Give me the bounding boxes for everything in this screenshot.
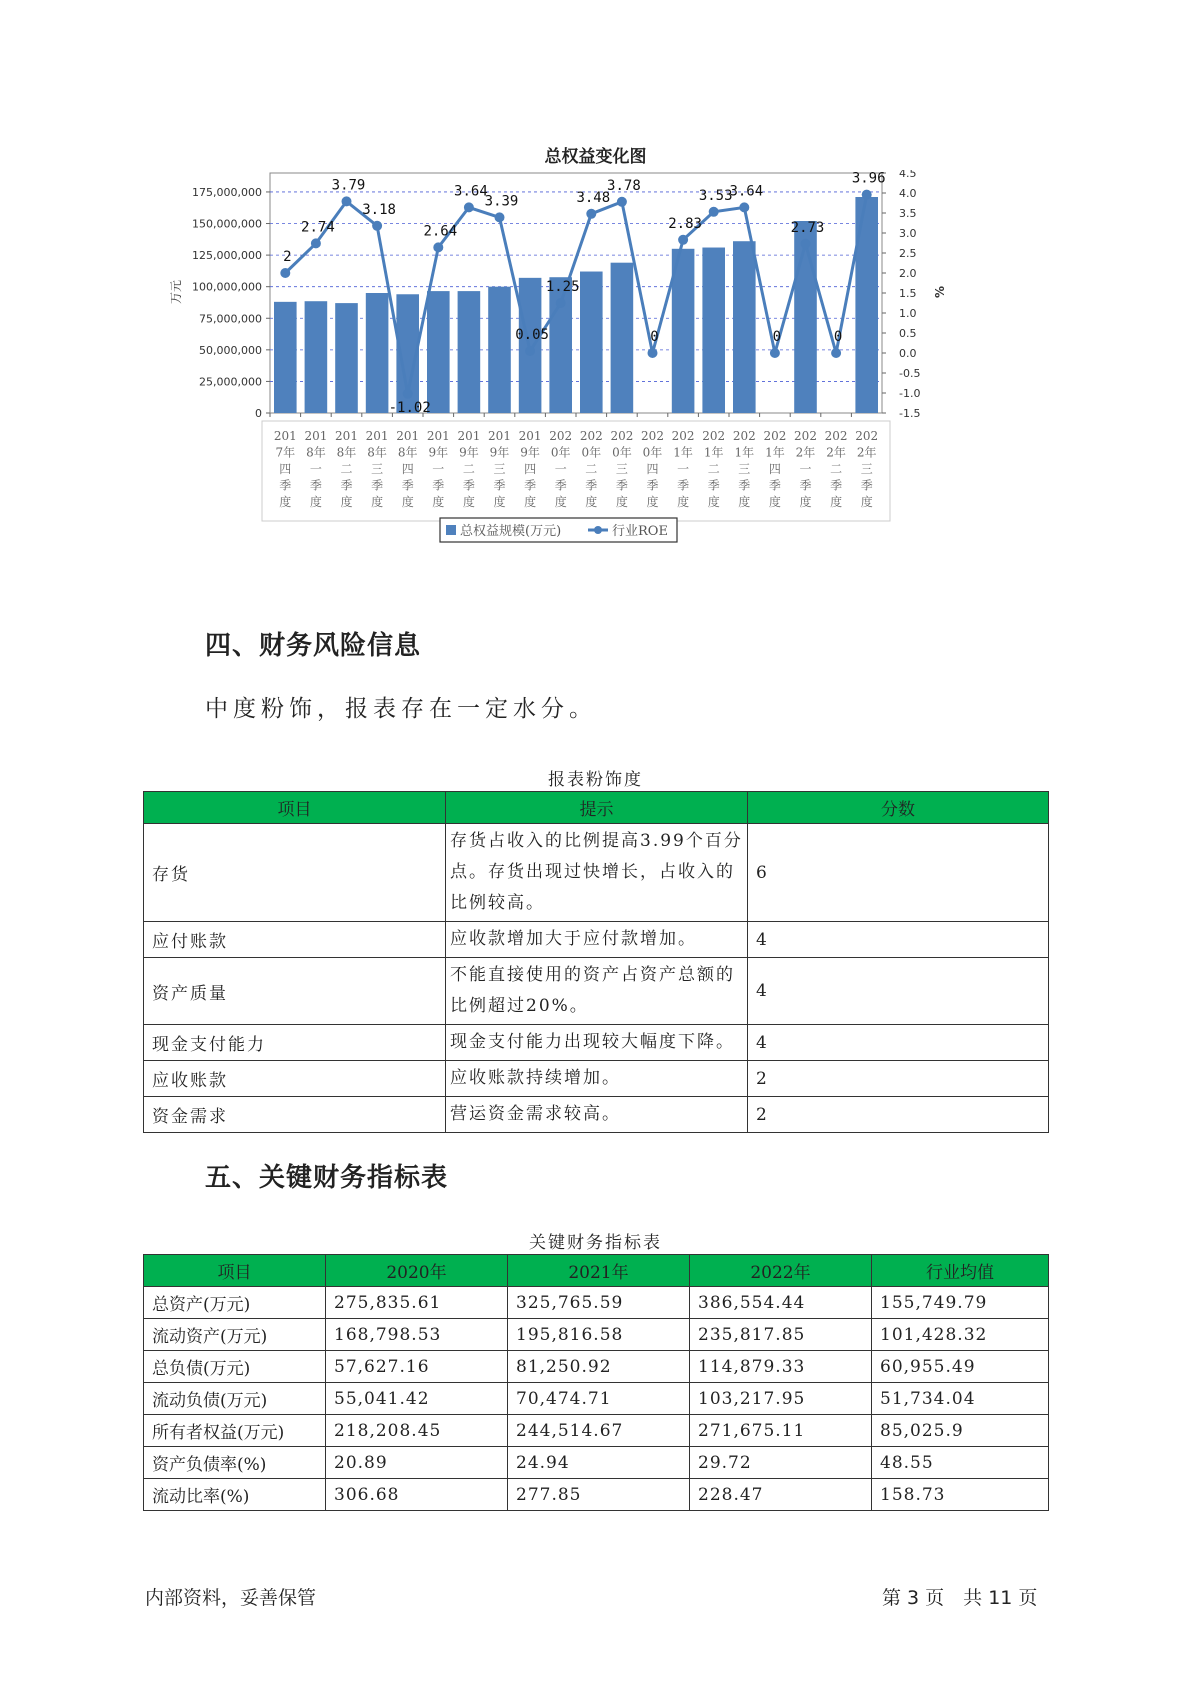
x-tick-label: 1年	[765, 445, 785, 460]
kpi-value-cell: 195,816.58	[508, 1319, 690, 1351]
roe-point	[525, 346, 535, 356]
kpi-value-cell: 60,955.49	[872, 1351, 1049, 1383]
roe-point	[342, 196, 352, 206]
risk-item-cell: 应付账款	[144, 922, 446, 958]
kpi-item-cell: 总负债(万元)	[144, 1351, 326, 1383]
x-tick-label: 1年	[703, 445, 724, 460]
kpi-value-cell: 244,514.67	[508, 1415, 690, 1447]
y-right-tick-label: 4.0	[899, 187, 917, 200]
kpi-value-cell: 306.68	[326, 1479, 508, 1511]
x-tick-label: 二	[462, 462, 475, 476]
equity-bar	[458, 291, 481, 413]
risk-score-cell: 2	[748, 1097, 1049, 1133]
y-right-tick-label: 2.0	[899, 267, 917, 280]
kpi-value-cell: 57,627.16	[326, 1351, 508, 1383]
roe-data-label: 3.53	[698, 187, 733, 204]
roe-point	[280, 268, 290, 278]
equity-bar	[488, 287, 511, 413]
kpi-row	[144, 1287, 1049, 1319]
header-cell: 2020年	[326, 1255, 508, 1287]
kpi-value-cell: 228.47	[690, 1479, 872, 1511]
legend-line-marker	[594, 526, 602, 534]
roe-point	[403, 389, 413, 399]
kpi-value-cell: 81,250.92	[508, 1351, 690, 1383]
x-tick-label: 9年	[428, 445, 449, 460]
equity-bar	[611, 263, 634, 413]
risk-tip-cell: 不能直接使用的资产占资产总额的比例超过20%。	[446, 958, 748, 1025]
x-tick-label: 二	[830, 462, 843, 476]
kpi-item-cell: 所有者权益(万元)	[144, 1415, 326, 1447]
kpi-table-header	[144, 1255, 1049, 1287]
x-tick-label: 8年	[397, 445, 418, 460]
roe-data-label: 3.64	[729, 183, 764, 200]
y-right-tick-label: 3.0	[899, 227, 917, 240]
legend-bar-label: 总权益规模(万元)	[460, 524, 562, 539]
x-tick-label: 201	[365, 429, 389, 443]
x-tick-label: 202	[763, 429, 787, 443]
x-tick-label: 0年	[612, 445, 632, 460]
x-tick-label: 度	[799, 495, 812, 509]
risk-score-cell: 6	[748, 824, 1049, 922]
x-tick-label: 季	[585, 478, 598, 493]
y-right-tick-label: -1.5	[899, 407, 921, 420]
risk-item-cell: 应收账款	[144, 1061, 446, 1097]
x-tick-label: 202	[702, 429, 726, 443]
header-cell: 2021年	[508, 1255, 690, 1287]
x-tick-label: 202	[579, 429, 603, 443]
roe-point	[311, 238, 321, 248]
risk-item-cell: 现金支付能力	[144, 1025, 446, 1061]
risk-table-header	[144, 792, 1049, 824]
y-right-tick-label: 4.5	[899, 170, 917, 180]
risk-summary-text: 中度粉饰，报表存在一定水分。	[205, 696, 597, 722]
risk-row	[144, 1025, 1049, 1061]
x-tick-label: 一	[677, 462, 690, 476]
y-left-tick-label: 125,000,000	[192, 249, 262, 263]
risk-table	[143, 791, 1049, 1133]
x-tick-label: 度	[462, 495, 475, 509]
x-tick-label: 201	[488, 429, 511, 443]
y-right-tick-label: 0.0	[899, 347, 917, 360]
equity-bar	[794, 221, 817, 413]
roe-data-label: 2.64	[423, 223, 458, 240]
x-tick-label: 度	[768, 495, 781, 509]
risk-row	[144, 824, 1049, 922]
roe-point	[862, 190, 872, 200]
y-left-tick-label: 100,000,000	[192, 280, 262, 294]
x-tick-label: 8年	[336, 445, 357, 460]
x-tick-label: 二	[340, 462, 353, 476]
x-tick-label: 季	[279, 478, 292, 493]
y-left-tick-label: 25,000,000	[199, 375, 262, 389]
x-tick-label: 201	[426, 429, 450, 443]
x-tick-label: 季	[677, 478, 690, 493]
y-left-axis-label: 万元	[169, 279, 183, 305]
kpi-row	[144, 1479, 1049, 1511]
equity-bar	[366, 293, 389, 413]
equity-bar	[427, 291, 450, 413]
kpi-row	[144, 1383, 1049, 1415]
y-right-tick-label: -0.5	[899, 367, 921, 380]
section5-heading: 五、关键财务指标表	[205, 1163, 449, 1193]
risk-score-cell: 4	[748, 922, 1049, 958]
x-tick-label: 202	[671, 429, 695, 443]
x-tick-label: 三	[493, 462, 506, 476]
y-left-tick-label: 75,000,000	[199, 312, 262, 326]
roe-data-label: 2.83	[668, 215, 702, 232]
roe-point	[433, 242, 443, 252]
x-tick-label: 二	[585, 462, 598, 476]
kpi-item-cell: 总资产(万元)	[144, 1287, 326, 1319]
x-tick-label: 度	[432, 495, 445, 509]
header-cell: 2022年	[690, 1255, 872, 1287]
x-tick-label: 8年	[306, 445, 326, 460]
x-tick-label: 季	[493, 478, 506, 493]
x-tick-label: 一	[309, 462, 322, 476]
kpi-value-cell: 48.55	[872, 1447, 1049, 1479]
roe-point	[648, 348, 658, 358]
equity-bar	[274, 302, 297, 413]
x-tick-label: 三	[615, 462, 628, 476]
x-tick-label: 一	[432, 462, 445, 476]
risk-tip-cell: 应收账款持续增加。	[446, 1061, 748, 1097]
risk-tip-cell: 存货占收入的比例提高3.99个百分点。存货出现过快增长，占收入的比例较高。	[446, 824, 748, 922]
kpi-value-cell: 103,217.95	[690, 1383, 872, 1415]
x-tick-label: 0年	[581, 445, 602, 460]
x-tick-label: 四	[768, 462, 781, 476]
x-tick-label: 201	[304, 429, 328, 443]
roe-data-label: 3.18	[362, 201, 396, 218]
risk-row	[144, 922, 1049, 958]
header-cell: 行业均值	[872, 1255, 1049, 1287]
roe-data-label: 2	[283, 249, 292, 265]
kpi-value-cell: 235,817.85	[690, 1319, 872, 1351]
kpi-value-cell: 275,835.61	[326, 1287, 508, 1319]
x-tick-label: 四	[524, 462, 537, 476]
roe-point	[495, 212, 505, 222]
roe-data-label: 3.48	[576, 189, 611, 206]
roe-point	[770, 348, 780, 358]
kpi-value-cell: 85,025.9	[872, 1415, 1049, 1447]
equity-bar	[580, 272, 603, 413]
roe-data-label: 3.79	[331, 177, 366, 194]
roe-point	[556, 298, 566, 308]
x-tick-label: 度	[738, 495, 751, 509]
kpi-item-cell: 流动资产(万元)	[144, 1319, 326, 1351]
x-tick-label: 9年	[489, 445, 510, 460]
x-tick-label: 8年	[367, 445, 387, 460]
kpi-row	[144, 1319, 1049, 1351]
equity-bar	[305, 301, 328, 413]
y-right-tick-label: 0.5	[899, 327, 917, 340]
x-tick-label: 季	[615, 478, 628, 493]
kpi-value-cell: 51,734.04	[872, 1383, 1049, 1415]
y-right-tick-label: 2.5	[899, 247, 917, 260]
kpi-item-cell: 流动比率(%)	[144, 1479, 326, 1511]
risk-score-cell: 2	[748, 1061, 1049, 1097]
kpi-value-cell: 271,675.11	[690, 1415, 872, 1447]
x-tick-label: 2年	[856, 445, 877, 460]
y-left-tick-label: 150,000,000	[192, 217, 262, 231]
roe-point	[372, 221, 382, 231]
risk-item-cell: 资产质量	[144, 958, 446, 1025]
header-cell: 项目	[144, 792, 446, 824]
x-tick-label: 度	[830, 495, 843, 509]
x-tick-label: 季	[860, 478, 873, 493]
x-tick-label: 四	[401, 462, 414, 476]
roe-data-label: 1.25	[545, 279, 580, 295]
x-tick-label: 季	[830, 478, 843, 493]
risk-item-cell: 存货	[144, 824, 446, 922]
roe-point	[678, 235, 688, 245]
risk-row	[144, 1097, 1049, 1133]
kpi-value-cell: 158.73	[872, 1479, 1049, 1511]
x-tick-label: 度	[615, 495, 628, 509]
equity-chart	[150, 170, 1050, 590]
roe-data-label: 2.74	[301, 219, 335, 236]
x-tick-label: 202	[610, 429, 634, 443]
equity-bar	[549, 277, 572, 413]
kpi-row	[144, 1415, 1049, 1447]
kpi-table	[143, 1254, 1049, 1511]
roe-data-label: -1.02	[388, 399, 431, 416]
x-tick-label: 季	[738, 478, 751, 493]
x-tick-label: 度	[371, 495, 384, 509]
x-tick-label: 度	[585, 495, 598, 509]
x-tick-label: 度	[707, 495, 720, 509]
x-tick-label: 202	[732, 429, 756, 443]
x-tick-label: 季	[462, 478, 475, 493]
x-tick-label: 四	[646, 462, 659, 476]
section4-heading: 四、财务风险信息	[205, 631, 422, 661]
kpi-value-cell: 168,798.53	[326, 1319, 508, 1351]
risk-score-cell: 4	[748, 1025, 1049, 1061]
roe-data-label: 3.78	[607, 177, 641, 194]
roe-data-label: 2.73	[790, 219, 825, 236]
legend-bar-swatch	[446, 525, 456, 535]
x-tick-label: 四	[279, 462, 292, 476]
roe-data-label: 3.96	[851, 170, 886, 187]
roe-data-label: 0	[650, 329, 659, 345]
x-tick-label: 度	[524, 495, 537, 509]
risk-item-cell: 资金需求	[144, 1097, 446, 1133]
x-tick-label: 2年	[795, 445, 816, 460]
x-tick-label: 度	[493, 495, 506, 509]
kpi-value-cell: 29.72	[690, 1447, 872, 1479]
x-tick-label: 季	[340, 478, 353, 493]
x-tick-label: 201	[273, 429, 297, 443]
x-tick-label: 季	[371, 478, 384, 493]
x-tick-label: 季	[432, 478, 445, 493]
x-tick-label: 季	[768, 478, 781, 493]
x-tick-label: 度	[554, 495, 567, 509]
x-tick-label: 202	[855, 429, 879, 443]
x-tick-label: 201	[335, 429, 358, 443]
x-tick-label: 季	[309, 478, 322, 493]
x-tick-label: 201	[457, 429, 481, 443]
legend-line-label: 行业ROE	[612, 524, 668, 539]
x-tick-label: 201	[396, 429, 420, 443]
kpi-item-cell: 资产负债率(%)	[144, 1447, 326, 1479]
roe-point	[586, 209, 596, 219]
kpi-value-cell: 155,749.79	[872, 1287, 1049, 1319]
header-cell: 提示	[446, 792, 748, 824]
kpi-value-cell: 55,041.42	[326, 1383, 508, 1415]
x-tick-label: 季	[707, 478, 720, 493]
x-tick-label: 2年	[826, 445, 846, 460]
x-tick-label: 季	[799, 478, 812, 493]
x-tick-label: 9年	[459, 445, 479, 460]
risk-tip-cell: 现金支付能力出现较大幅度下降。	[446, 1025, 748, 1061]
chart-title: 总权益变化图	[544, 147, 647, 167]
roe-point	[617, 197, 627, 207]
roe-data-label: 0.05	[515, 327, 549, 343]
y-left-tick-label: 50,000,000	[199, 343, 262, 357]
x-tick-label: 度	[340, 495, 353, 509]
header-cell: 项目	[144, 1255, 326, 1287]
kpi-value-cell: 114,879.33	[690, 1351, 872, 1383]
x-tick-label: 度	[860, 495, 873, 509]
risk-row	[144, 1061, 1049, 1097]
risk-table-caption: 报表粉饰度	[548, 770, 643, 790]
kpi-value-cell: 20.89	[326, 1447, 508, 1479]
roe-point	[831, 348, 841, 358]
roe-point	[709, 207, 719, 217]
roe-data-label: 0	[772, 329, 782, 345]
x-tick-label: 一	[554, 462, 567, 476]
risk-tip-cell: 应收款增加大于应付款增加。	[446, 922, 748, 958]
x-tick-label: 一	[799, 462, 812, 476]
x-tick-label: 季	[646, 478, 659, 493]
y-right-axis-label: %	[933, 285, 947, 299]
x-tick-label: 202	[549, 429, 573, 443]
kpi-value-cell: 218,208.45	[326, 1415, 508, 1447]
x-tick-label: 202	[641, 429, 664, 443]
risk-row	[144, 958, 1049, 1025]
roe-point	[801, 239, 811, 249]
kpi-value-cell: 24.94	[508, 1447, 690, 1479]
kpi-value-cell: 70,474.71	[508, 1383, 690, 1415]
equity-bar	[702, 248, 725, 413]
kpi-row	[144, 1351, 1049, 1383]
x-tick-label: 三	[738, 462, 751, 476]
kpi-value-cell: 101,428.32	[872, 1319, 1049, 1351]
y-right-tick-label: 3.5	[899, 207, 917, 220]
roe-data-label: 3.39	[484, 193, 519, 210]
x-tick-label: 0年	[642, 445, 663, 460]
x-tick-label: 季	[524, 478, 537, 493]
x-tick-label: 季	[401, 478, 414, 493]
kpi-value-cell: 277.85	[508, 1479, 690, 1511]
x-tick-label: 三	[371, 462, 384, 476]
x-tick-label: 三	[860, 462, 873, 476]
y-right-tick-label: 1.0	[899, 307, 917, 320]
kpi-row	[144, 1447, 1049, 1479]
x-tick-label: 度	[309, 495, 322, 509]
x-tick-label: 0年	[550, 445, 571, 460]
y-left-tick-label: 175,000,000	[192, 185, 262, 199]
y-right-tick-label: 1.5	[899, 287, 917, 300]
roe-point	[464, 202, 474, 212]
x-tick-label: 度	[677, 495, 690, 509]
x-tick-label: 度	[279, 495, 292, 509]
kpi-table-caption: 关键财务指标表	[529, 1233, 662, 1253]
header-cell: 分数	[748, 792, 1049, 824]
footer-page-number: 第 3 页 共 11 页	[882, 1587, 1038, 1609]
x-tick-label: 度	[646, 495, 659, 509]
kpi-value-cell: 325,765.59	[508, 1287, 690, 1319]
x-tick-label: 1年	[734, 445, 755, 460]
risk-score-cell: 4	[748, 958, 1049, 1025]
equity-bar	[733, 241, 756, 413]
roe-data-label: 3.64	[454, 183, 488, 200]
risk-tip-cell: 营运资金需求较高。	[446, 1097, 748, 1133]
equity-bar	[335, 303, 358, 413]
x-tick-label: 二	[707, 462, 720, 476]
roe-point	[739, 202, 749, 212]
x-tick-label: 季	[554, 478, 567, 493]
x-tick-label: 201	[518, 429, 542, 443]
x-tick-label: 202	[794, 429, 817, 443]
x-tick-label: 度	[401, 495, 414, 509]
kpi-value-cell: 386,554.44	[690, 1287, 872, 1319]
roe-data-label: 0	[833, 329, 843, 345]
kpi-item-cell: 流动负债(万元)	[144, 1383, 326, 1415]
x-tick-label: 1年	[673, 445, 693, 460]
x-tick-label: 9年	[520, 445, 540, 460]
x-tick-label: 202	[824, 429, 848, 443]
x-tick-label: 7年	[275, 445, 296, 460]
y-right-tick-label: -1.0	[899, 387, 921, 400]
footer-confidential: 内部资料，妥善保管	[145, 1587, 317, 1609]
y-left-tick-label: 0	[255, 407, 262, 420]
